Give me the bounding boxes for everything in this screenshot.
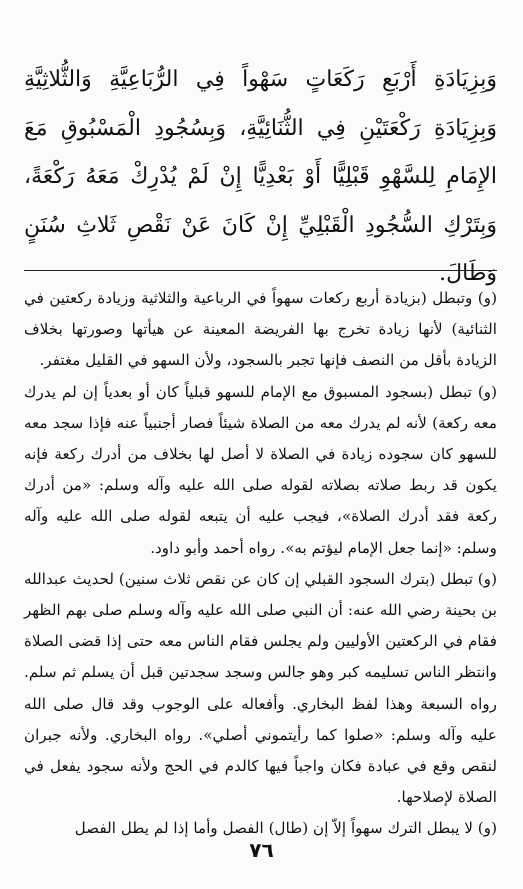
sharh-paragraph: (و) تبطل (بسجود المسبوق مع الإمام للسهو قبلياً كان أو بعدياً إن لم يدرك معه ركعة) لأنه لم يدرك معه من الصلاة شيئاً فصار أجنبياً عنه فإذا سجد معه للسهو كان سجوده زيادة في الصلاة لا أصل لها بخلاف من أدرك ركعة فإنه يكون قد ربط صلاته بصلاته لقوله صلى الله عليه وآله وسلم: «من أدرك ركعة فقد أدرك الصلاة»، فيجب عليه أن يتبعه لقوله صلى الله عليه وآله وسلم: «إنما جعل الإمام ليؤتم به». رواه أحمد وأبو داود. [24, 382, 497, 557]
sharh-paragraph: (و) لا يبطل الترك سهواً إلاّ إن (طال) الفصل وأما إذا لم يطل الفصل [74, 819, 497, 838]
sharh-commentary [24, 283, 497, 863]
matn-text: وَبِزِيَادَةِ أَرْبَعِ رَكَعَاتٍ سَهْواً فِي الرُّبَاعِيَّةِ وَالثُّلاثِيَّةِ وَبِزِيَادَةِ رَكْعَتَيْنِ فِي الثُّنَائِيَّةِ، وَبِسُجُودِ الْمَسْبُوقِ مَعَ الإِمَامِ لِلسَّهْوِ قَبْلِيًّا أَوْ بَعْدِيًّا إِنْ لَمْ يُدْرِكْ مَعَهُ رَكْعَةً، وَبِتَرْكِ السُّجُودِ الْقَبْلِيِّ إِنْ كَانَ عَنْ نَقْصِ ثَلاثِ سُنَنٍ وَطَالَ. [24, 67, 497, 286]
separator-rule [24, 270, 497, 271]
sharh-paragraph: (و) وتبطل (بزيادة أربع ركعات سهواً في الرباعية والثلاثية وزيادة ركعتين في الثنائية) لأنها زيادة تخرج بها الفريضة المعينة عن هيأتها وصورتها بخلاف الزيادة بأقل من النصف فإنها تجبر بالسجود، ولأن السهو في القليل مغتفر. [24, 289, 497, 370]
sharh-paragraph: (و) تبطل (بترك السجود القبلي إن كان عن نقص ثلاث سنين) لحديث عبدالله بن بحينة رضي الله عنه: أن النبي صلى الله عليه وآله وسلم صلى بهم الظهر فقام في الركعتين الأوليين ولم يجلس فقام الناس معه حتى إذا قضى الصلاة وانتظر الناس تسليمه كبر وهو جالس وسجد سجدتين قبل أن يسلم ثم سلم. رواه السبعة وهذا لفظ البخاري. وأفعاله على الوجوب وقد قال صلى الله عليه وآله وسلم: «صلوا كما رأيتموني أصلي». رواه البخاري. ولأنه جبران لنقص وقع في عبادة فكان واجباً فيها كالدم في الحج ولأنه سجود يفعل في الصلاة لإصلاحها. [24, 569, 497, 807]
page-number: ٧٦ [249, 838, 274, 862]
